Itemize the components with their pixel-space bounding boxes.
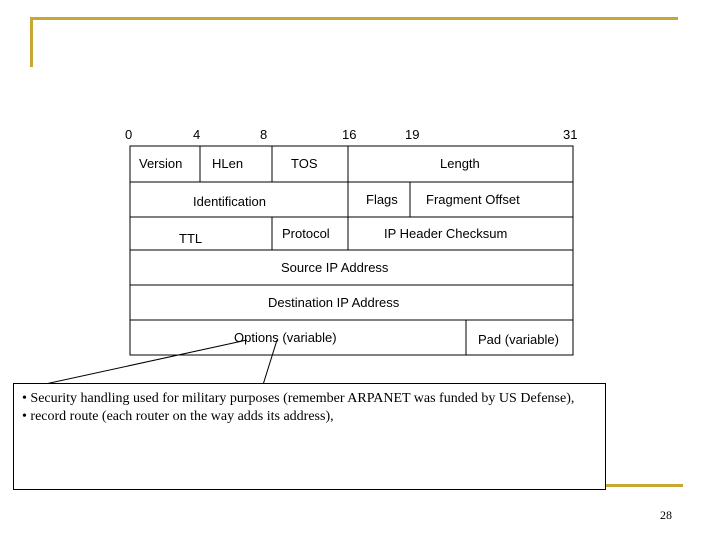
flags-field: Flags [366, 192, 398, 207]
bit-position-0: 0 [125, 127, 133, 142]
source-ip-field: Source IP Address [281, 260, 389, 275]
bit-position-8: 8 [260, 127, 268, 142]
destination-ip-field: Destination IP Address [268, 295, 400, 310]
bit-position-4: 4 [193, 127, 201, 142]
note-line-record-route: • record route (each router on the way adds its address), [22, 409, 334, 424]
fragment-offset-field: Fragment Offset [426, 192, 520, 207]
length-field: Length [440, 156, 480, 171]
identification-field: Identification [193, 194, 266, 209]
options-explanation-note [13, 383, 606, 490]
pad-field: Pad (variable) [478, 332, 559, 347]
tos-field: TOS [291, 156, 318, 171]
ttl-field: TTL [179, 231, 203, 246]
checksum-field: IP Header Checksum [384, 226, 508, 241]
version-field: Version [139, 156, 183, 171]
hlen-field: HLen [212, 156, 244, 171]
protocol-field: Protocol [282, 226, 330, 241]
bit-position-16: 16 [342, 127, 357, 142]
options-field: Options (variable) [234, 330, 337, 345]
bit-position-19: 19 [405, 127, 420, 142]
note-line-security: • Security handling used for military purposes (remember ARPANET was funded by US Defense), [22, 391, 575, 406]
page-number: 28 [660, 508, 672, 522]
bit-position-31: 31 [563, 127, 578, 142]
